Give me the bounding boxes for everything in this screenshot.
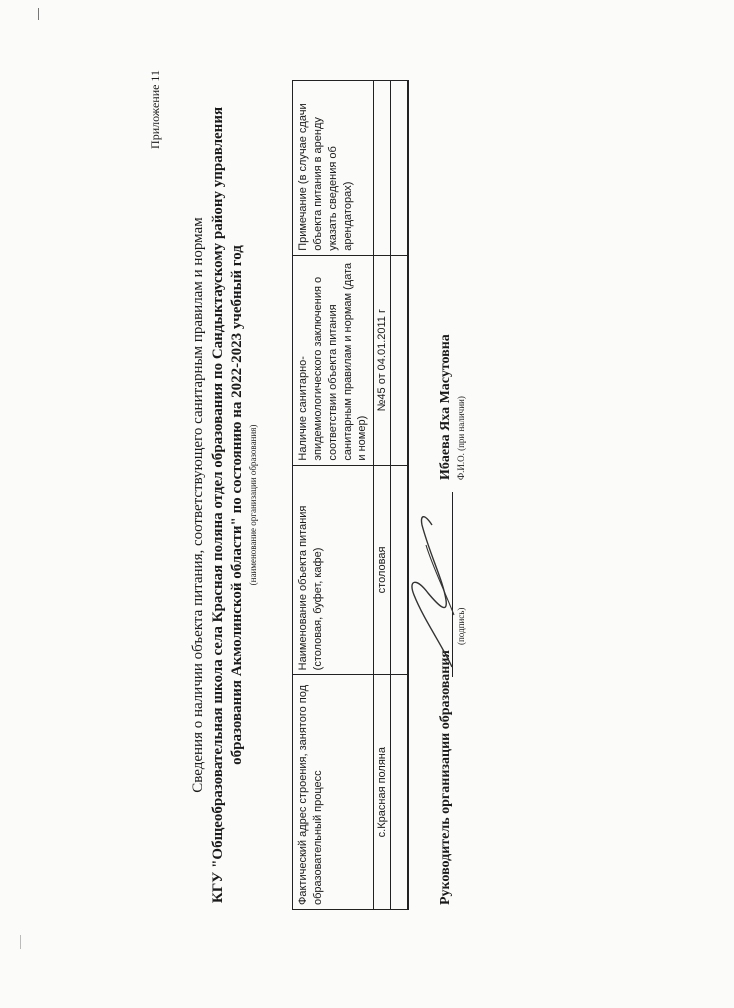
signer-title: Руководитель организации образования xyxy=(438,650,453,905)
organization-name-line2: образования Акмолинской области" по состоянию на 2022-2023 учебный год xyxy=(229,245,245,765)
signature-hint: (подпись) xyxy=(456,607,466,645)
table-header-row xyxy=(293,81,374,910)
cell-facility-name: столовая xyxy=(374,465,391,675)
header-address: Фактический адрес строения, занятого под образовательный процесс xyxy=(293,675,374,910)
fio-hint: Ф.И.О. (при наличии) xyxy=(456,396,466,480)
appendix-label: Приложение 11 xyxy=(148,70,162,149)
cell-sanitary-conclusion: №45 от 04.01.2011 г xyxy=(374,255,391,465)
cell-address: с.Красная поляна xyxy=(374,675,391,910)
table-row-empty xyxy=(391,81,409,910)
handwritten-signature xyxy=(402,505,462,675)
organization-name-line1: КГУ "Общеобразовательная школа села Красная поляна отдел образования по Сандыктаускому району управления xyxy=(210,106,226,904)
signer-name: Ибаева Яха Масутовна xyxy=(438,334,453,480)
organization-name-hint: (наименование организации образования) xyxy=(248,424,258,586)
document-title: Сведения о наличии объекта питания, соответствующего санитарным правилам и нормам xyxy=(190,217,206,793)
header-facility-name: Наименование объекта питания (столовая, буфет, кафе) xyxy=(293,465,374,675)
cell-note xyxy=(374,81,391,256)
header-sanitary-conclusion: Наличие санитарно-эпидемиологического заключения о соответствии объекта питания санитарным правилам и нормам (дата и номер) xyxy=(293,255,374,465)
header-note: Примечание (в случае сдачи объекта питания в аренду указать сведения об арендаторах) xyxy=(293,81,374,256)
table-row xyxy=(374,81,391,910)
food-facility-table xyxy=(292,80,409,910)
rotated-sheet xyxy=(20,15,734,995)
